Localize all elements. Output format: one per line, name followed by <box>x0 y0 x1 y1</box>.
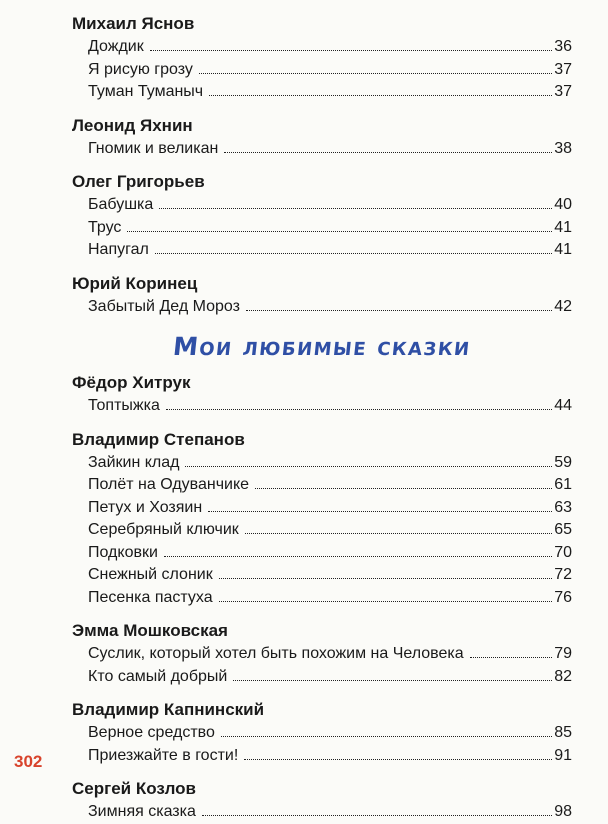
entry-title: Дождик <box>88 38 144 55</box>
dot-leader <box>221 725 552 737</box>
entry-title: Суслик, который хотел быть похожим на Человека <box>88 645 464 662</box>
toc-entry <box>72 395 572 418</box>
dot-leader <box>127 220 552 232</box>
entry-page-number: 76 <box>554 588 572 606</box>
toc-entry <box>72 217 572 240</box>
author-name: Леонид Яхнин <box>72 115 193 135</box>
author-name: Эмма Мошковская <box>72 621 228 640</box>
dot-leader <box>159 197 552 209</box>
dot-leader <box>185 455 552 467</box>
toc-entry <box>72 666 572 689</box>
entry-title: Напугал <box>88 241 149 258</box>
entry-page-number: 70 <box>554 543 572 561</box>
entry-page-number: 98 <box>554 803 572 820</box>
dot-leader <box>245 522 552 534</box>
toc-entry <box>72 452 572 475</box>
toc-entry <box>72 36 572 59</box>
author-name: Олег Григорьев <box>72 172 205 191</box>
toc-entry <box>72 745 572 768</box>
dot-leader <box>244 748 552 760</box>
dot-leader <box>208 500 552 512</box>
entry-title: Зайкин клад <box>88 453 180 471</box>
toc-entry <box>72 519 572 542</box>
toc-entry <box>72 564 572 587</box>
dot-leader <box>255 477 552 489</box>
entry-title: Туман Туманыч <box>88 83 204 100</box>
toc-entry <box>72 497 572 520</box>
entry-page-number: 36 <box>554 38 572 55</box>
entry-title: Подковки <box>88 543 158 561</box>
dot-leader <box>209 84 552 96</box>
entry-page-number: 72 <box>554 566 572 583</box>
toc-entry <box>72 587 572 610</box>
entry-page-number: 59 <box>554 453 572 471</box>
table-of-contents <box>72 12 572 824</box>
toc-entry <box>72 801 572 824</box>
section-heading: Мои любимые сказки <box>171 332 473 361</box>
entry-page-number: 41 <box>554 241 572 258</box>
entry-page-number: 61 <box>554 476 572 493</box>
entry-title: Кто самый добрый <box>88 667 228 685</box>
entry-title: Петух и Хозяин <box>88 498 203 516</box>
entry-page-number: 37 <box>554 83 572 100</box>
dot-leader <box>150 39 552 51</box>
entry-title: Я рисую грозу <box>88 60 193 78</box>
dot-leader <box>224 141 552 153</box>
toc-entry <box>72 296 572 319</box>
entry-title: Зимняя сказка <box>88 803 196 820</box>
entry-page-number: 37 <box>554 60 572 78</box>
toc-entry <box>72 194 572 217</box>
dot-leader <box>164 545 552 557</box>
dot-leader <box>219 590 553 602</box>
toc-entry <box>72 643 572 666</box>
dot-leader <box>233 669 552 681</box>
entry-title: Топтыжка <box>88 397 160 414</box>
entry-title: Забытый Дед Мороз <box>88 297 240 315</box>
toc-entry <box>72 59 572 82</box>
page-number: 302 <box>14 752 43 771</box>
entry-title: Верное средство <box>88 724 215 741</box>
entry-title: Трус <box>88 218 122 236</box>
dot-leader <box>219 567 552 579</box>
entry-title: Гномик и великан <box>88 139 219 157</box>
author-name: Владимир Капнинский <box>72 700 265 719</box>
entry-page-number: 44 <box>554 397 572 414</box>
toc-bottom-list <box>72 371 572 824</box>
entry-title: Снежный слоник <box>88 566 213 583</box>
entry-page-number: 41 <box>554 218 572 236</box>
author-name: Владимир Степанов <box>72 429 245 449</box>
toc-entry <box>72 81 572 104</box>
dot-leader <box>470 646 553 658</box>
dot-leader <box>246 299 552 311</box>
toc-entry <box>72 722 572 745</box>
author-name: Юрий Коринец <box>72 273 198 293</box>
toc-top-list <box>72 12 572 318</box>
entry-page-number: 63 <box>554 498 572 516</box>
toc-entry <box>72 239 572 262</box>
entry-title: Приезжайте в гости! <box>88 746 239 764</box>
entry-page-number: 65 <box>554 521 572 538</box>
entry-page-number: 42 <box>554 297 572 315</box>
author-name: Фёдор Хитрук <box>72 373 191 392</box>
entry-page-number: 40 <box>554 196 572 213</box>
entry-page-number: 82 <box>554 667 572 685</box>
dot-leader <box>166 398 552 410</box>
toc-entry <box>72 474 572 497</box>
dot-leader <box>202 804 552 816</box>
author-name: Михаил Яснов <box>72 14 195 33</box>
dot-leader <box>155 242 552 254</box>
toc-entry <box>72 542 572 565</box>
entry-page-number: 79 <box>554 645 572 662</box>
entry-title: Бабушка <box>88 196 154 213</box>
entry-title: Полёт на Одуванчике <box>88 476 250 493</box>
entry-page-number: 85 <box>554 724 572 741</box>
entry-title: Песенка пастуха <box>88 588 213 606</box>
toc-entry <box>72 138 572 161</box>
dot-leader <box>199 62 552 74</box>
entry-page-number: 38 <box>554 139 572 157</box>
entry-title: Серебряный ключик <box>88 521 239 538</box>
author-name: Сергей Козлов <box>72 779 196 798</box>
entry-page-number: 91 <box>554 746 572 764</box>
